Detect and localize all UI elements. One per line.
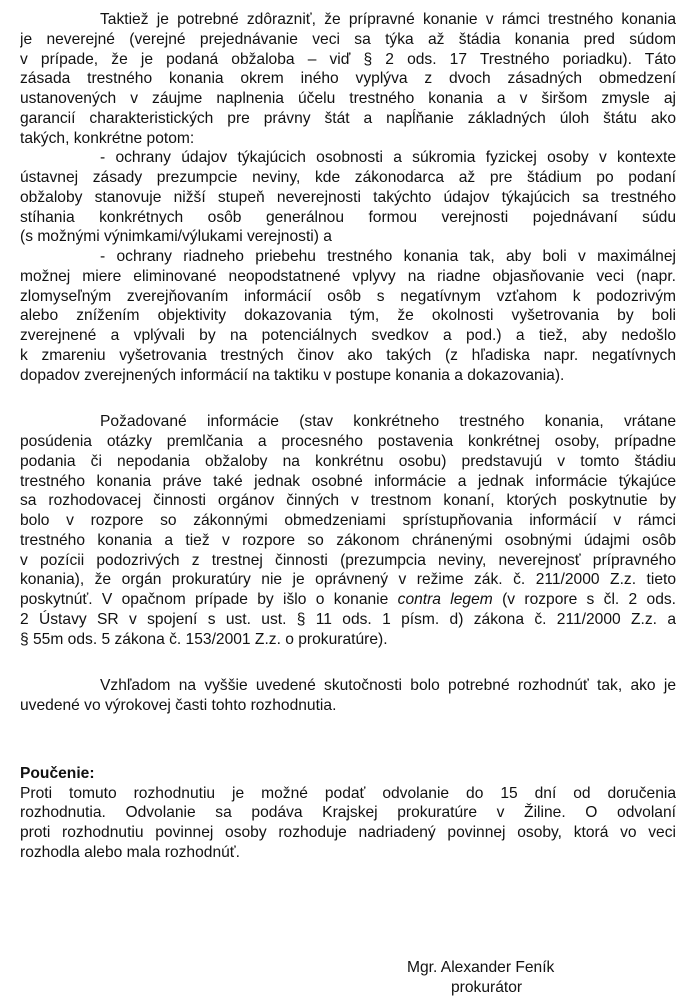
text-line-contra-legem bbox=[20, 590, 676, 610]
text-line: zásada trestného konania okrem iného vyplýva z dvoch zásadných obmedzení bbox=[20, 70, 676, 88]
instruction-heading: Poučenie: bbox=[20, 764, 95, 782]
text-line: sa rozhodovacej činnosti orgánov činných v trestnom konaní, ktorých poskytnutie by bbox=[20, 492, 676, 510]
text-line: k zmareniu vyšetrovania trestných činov ako takých (z hľadiska napr. negatívnych bbox=[20, 346, 676, 364]
text-line: stíhania konkrétnych osôb generálnou formou verejnosti pojednávaní súdu bbox=[20, 208, 676, 226]
signatory-name: Mgr. Alexander Feník bbox=[407, 959, 555, 976]
text-line: Taktiež je potrebné zdôrazniť, že prípravné konanie v rámci trestného konania bbox=[100, 11, 676, 28]
text-line: proti rozhodnutiu povinnej osoby rozhoduje nadriadený povinnej osoby, ktorá vo veci bbox=[20, 824, 676, 841]
italic-term: contra legem bbox=[397, 591, 493, 608]
document-page bbox=[20, 10, 676, 863]
text-line: ústavnej zásady prezumpcie neviny, kde zákonodarca až pre štádium po podaní bbox=[20, 169, 676, 186]
text-line: takých, konkrétne potom: bbox=[20, 129, 195, 147]
text-line: je neverejné (verejné prejednávanie veci sa týka až štádia konania pred súdom bbox=[20, 30, 676, 48]
bullet-proceedings-protection bbox=[20, 247, 676, 385]
paragraph-requested-information bbox=[20, 412, 676, 649]
text-line: Proti tomuto rozhodnutiu je možné podať odvolanie do 15 dní od doručenia bbox=[20, 784, 676, 802]
text-line: trestného konania a tiež v rozpore so zákonom chránenými osobnými údajmi osôb bbox=[20, 531, 676, 549]
text-line: ustanovených v záujme naplnenia účelu trestného konania a v širšom zmysle aj bbox=[20, 90, 676, 107]
paragraph-spacer bbox=[20, 649, 676, 676]
signatory-title: prokurátor bbox=[451, 979, 523, 996]
text-line: - ochrany riadneho priebehu trestného konania tak, aby boli v maximálnej bbox=[100, 248, 676, 265]
text-line: dopadov zverejnených informácií na taktiku v postupe konania a dokazovania). bbox=[20, 366, 565, 384]
text-line: v prípade, že je podaná obžaloba – viď § 2 ods. 17 Trestného poriadku). Táto bbox=[20, 50, 676, 68]
text-line: posúdenia otázky premlčania a procesného postavenia konkrétnej osoby, prípadne bbox=[20, 433, 676, 450]
text-line: obžaloby stanovuje nižší stupeň neverejnosti takýchto údajov týkajúcich sa trestného bbox=[20, 188, 676, 206]
text-line: (s možnými výnimkami/výlukami verejnosti) a bbox=[20, 228, 332, 246]
text-line: alebo znížením objektivity dokazovania tým, že okolnosti vyšetrovania by boli bbox=[20, 307, 676, 325]
text-line: 2 Ústavy SR v spojení s ust. ust. § 11 ods. 1 písm. d) zákona č. 211/2000 Z.z. a bbox=[20, 610, 676, 628]
paragraph-confidentiality bbox=[20, 10, 676, 148]
text-segment: (v rozpore s čl. 2 ods. bbox=[502, 591, 676, 608]
text-line: bolo v rozpore so zákonnými obmedzeniami sprístupňovania informácií v rámci bbox=[20, 512, 676, 529]
text-line: zlomyseľným zverejňovaním informácií osôb s negatívnym vzťahom k podozrivým bbox=[20, 287, 676, 305]
text-line: garancií charakteristických pre právny štát a napĺňanie základných úloh štátu ako bbox=[20, 109, 676, 127]
text-line: konania), že orgán prokuratúry nie je oprávnený v režime zák. č. 211/2000 Z.z. tieto bbox=[20, 571, 676, 589]
paragraph-spacer bbox=[20, 385, 676, 412]
text-line: uvedené vo výrokovej časti tohto rozhodnutia. bbox=[20, 697, 337, 714]
text-segment: poskytnúť. V opačnom prípade by išlo o konanie bbox=[20, 591, 389, 608]
paragraph-conclusion bbox=[20, 676, 676, 716]
text-line: možnej miere eliminované neopodstatnené vplyvy na riadne objasňovanie veci (napr. bbox=[20, 267, 676, 285]
section-spacer bbox=[20, 716, 676, 764]
text-line: v pozícii podozrivých z trestnej činnosti (prezumpcia neviny, neverejnosť prípravného bbox=[20, 551, 676, 569]
text-line: podania či nepodania obžaloby na konkrétnu osobu) predstavujú v tomto štádiu bbox=[20, 452, 676, 470]
text-line: Vzhľadom na vyššie uvedené skutočnosti bolo potrebné rozhodnúť tak, ako je bbox=[100, 677, 676, 695]
text-line: rozhodla alebo mala rozhodnúť. bbox=[20, 843, 240, 861]
instruction-section bbox=[20, 764, 676, 863]
text-line: § 55m ods. 5 zákona č. 153/2001 Z.z. o prokuratúre). bbox=[20, 630, 388, 648]
text-line: Požadované informácie (stav konkrétneho trestného konania, vrátane bbox=[100, 413, 676, 431]
text-line: rozhodnutia. Odvolanie sa podáva Krajskej prokuratúre v Žiline. O odvolaní bbox=[20, 804, 676, 822]
bullet-privacy-protection bbox=[20, 148, 676, 247]
text-line: - ochrany údajov týkajúcich osobnosti a súkromia fyzickej osoby v kontexte bbox=[100, 149, 676, 167]
text-line: zverejnené a vplývali by na potenciálnych svedkov a pod.) a tiež, aby nedošlo bbox=[20, 327, 676, 344]
text-line: trestného konania práve také jednak osobné informácie a jednak informácie týkajúce bbox=[20, 472, 676, 490]
